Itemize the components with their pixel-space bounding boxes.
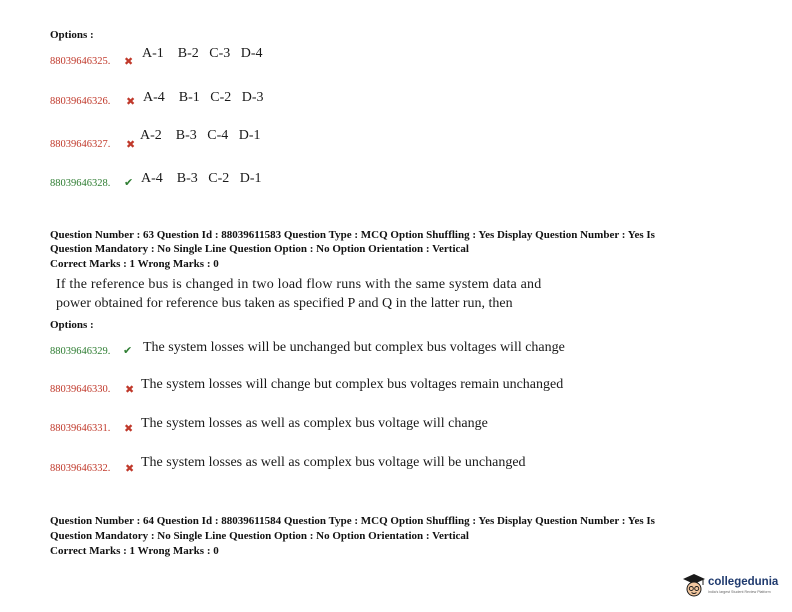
option-id: 88039646331. (50, 423, 111, 434)
option-id: 88039646327. (50, 139, 111, 150)
wrong-cross-icon: ✖ (124, 56, 134, 68)
question-meta-line2: Question Mandatory : No Single Line Question Option : No Option Orientation : Vertical (50, 243, 469, 255)
question-meta-line2: Question Mandatory : No Single Line Question Option : No Option Orientation : Vertical (50, 530, 469, 542)
option-text: The system losses as well as complex bus voltage will change (141, 416, 488, 431)
option-text: A-2 B-3 C-4 D-1 (140, 128, 261, 143)
question-text-line1: If the reference bus is changed in two load flow runs with the same system data and (56, 277, 542, 292)
wrong-cross-icon: ✖ (126, 139, 136, 151)
correct-check-icon: ✔ (124, 177, 134, 189)
option-text: The system losses will change but complex bus voltages remain unchanged (141, 377, 564, 392)
option-id: 88039646330. (50, 384, 111, 395)
graduate-mascot-icon (682, 573, 706, 599)
option-text: A-4 B-3 C-2 D-1 (141, 171, 262, 186)
correct-check-icon: ✔ (123, 345, 133, 357)
option-text: A-4 B-1 C-2 D-3 (143, 90, 264, 105)
option-id: 88039646329. (50, 346, 111, 357)
option-id: 88039646326. (50, 96, 111, 107)
question-meta-line1: Question Number : 64 Question Id : 88039611584 Question Type : MCQ Option Shuffling : Yes Display Question Number : Yes Is (50, 515, 655, 527)
option-text: The system losses will be unchanged but complex bus voltages will change (143, 340, 565, 355)
option-text: A-1 B-2 C-3 D-4 (142, 46, 263, 61)
question-marks: Correct Marks : 1 Wrong Marks : 0 (50, 545, 219, 557)
option-text: The system losses as well as complex bus voltage will be unchanged (141, 455, 526, 470)
question-marks: Correct Marks : 1 Wrong Marks : 0 (50, 258, 219, 270)
wrong-cross-icon: ✖ (125, 463, 135, 475)
question-meta-line1: Question Number : 63 Question Id : 88039611583 Question Type : MCQ Option Shuffling : Yes Display Question Number : Yes Is (50, 229, 655, 241)
option-id: 88039646332. (50, 463, 111, 474)
options-label: Options : (50, 319, 94, 331)
logo-wordmark: collegedunia (708, 576, 779, 589)
option-id: 88039646325. (50, 56, 111, 67)
option-id: 88039646328. (50, 178, 111, 189)
logo-tagline: India's largest Student Review Platform (708, 589, 771, 594)
wrong-cross-icon: ✖ (126, 96, 136, 108)
wrong-cross-icon: ✖ (125, 384, 135, 396)
collegedunia-logo (682, 573, 778, 599)
options-label-prev: Options : (50, 29, 94, 41)
wrong-cross-icon: ✖ (124, 423, 134, 435)
question-text-line2: power obtained for reference bus taken as specified P and Q in the latter run, then (56, 296, 513, 311)
